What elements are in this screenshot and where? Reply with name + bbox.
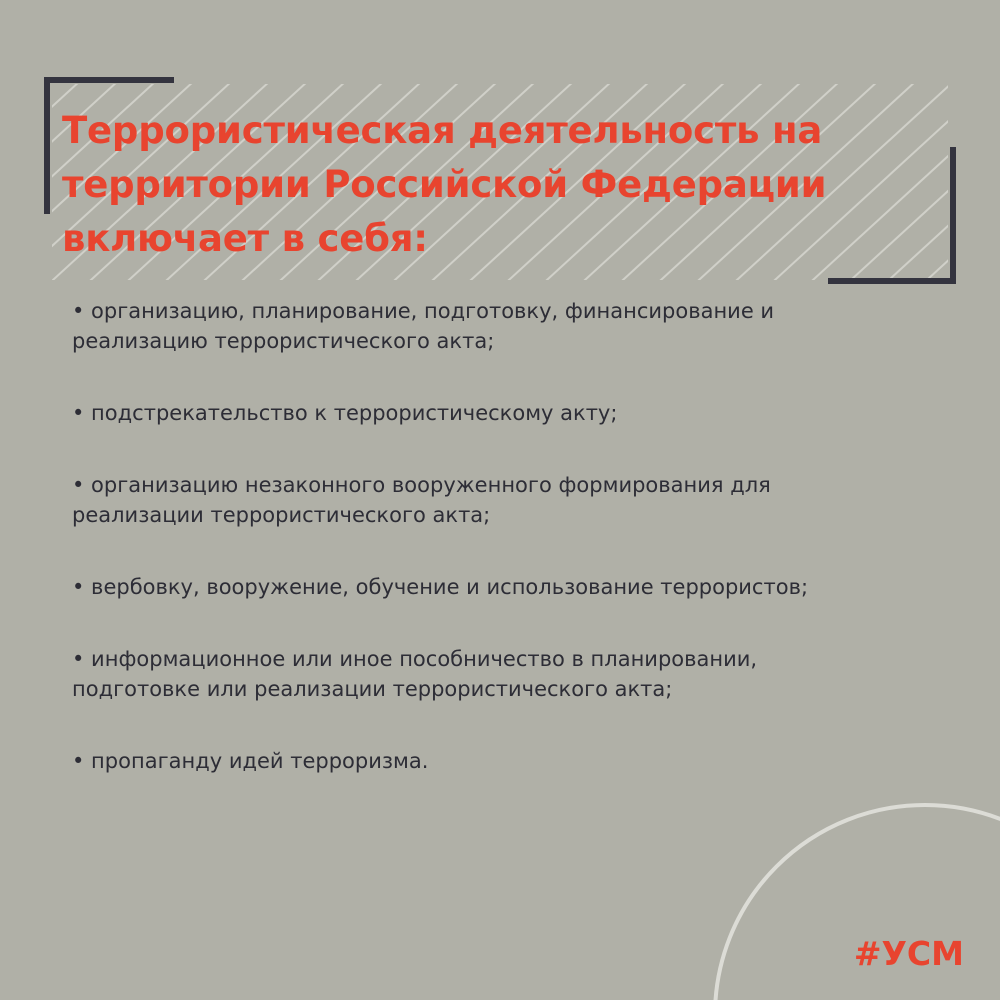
list-item [72, 746, 952, 776]
headline-line: территории Российской Федерации [62, 163, 827, 206]
list-item [72, 470, 952, 530]
list-item [72, 296, 952, 356]
list-item-line: • организацию, планирование, подготовку, финансирование и [72, 299, 775, 323]
headline [62, 104, 962, 266]
list-item-line: • организацию незаконного вооруженного формирования для [72, 473, 771, 497]
activity-list [72, 296, 952, 818]
list-item-line: подготовке или реализации террористического акта; [72, 677, 673, 701]
list-item [72, 398, 952, 428]
list-item-line: • пропаганду идей терроризма. [72, 749, 429, 773]
list-item-line: • вербовку, вооружение, обучение и использование террористов; [72, 575, 809, 599]
headline-line: Террористическая деятельность на [62, 109, 823, 152]
list-item [72, 572, 952, 602]
list-item-line: реализации террористического акта; [72, 503, 491, 527]
hashtag: #УСМ [853, 934, 964, 973]
list-item-line: реализацию террористического акта; [72, 329, 495, 353]
list-item-line: • информационное или иное пособничество в планировании, [72, 647, 758, 671]
list-item-line: • подстрекательство к террористическому акту; [72, 401, 618, 425]
headline-line: включает в себя: [62, 217, 428, 260]
list-item [72, 644, 952, 704]
